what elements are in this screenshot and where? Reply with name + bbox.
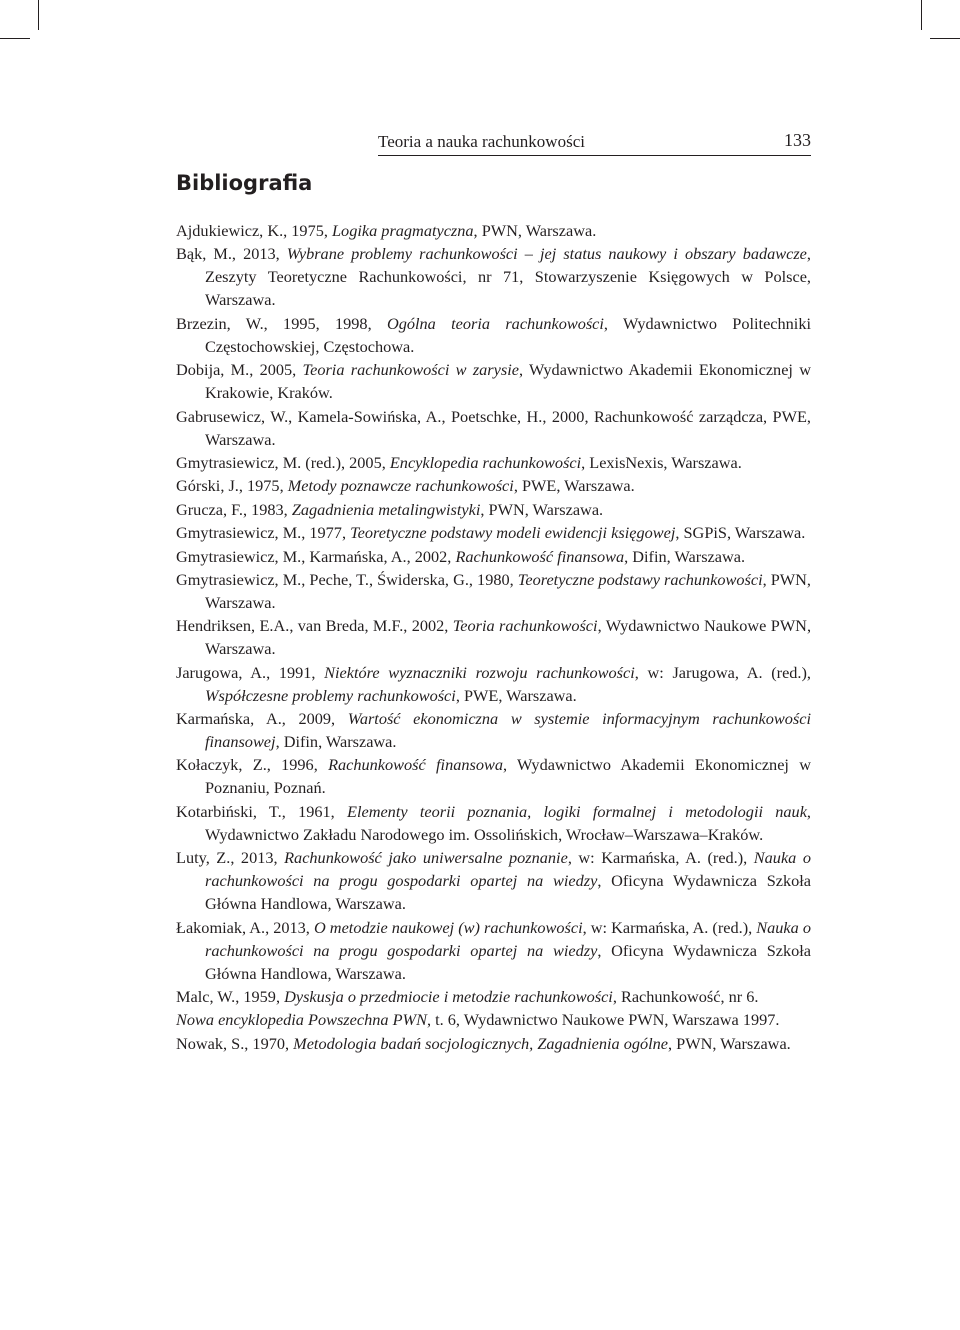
entry-title: Elementy teorii poznania, logiki formalnej i metodologii nauk [347, 801, 807, 821]
bibliography-entry [176, 451, 811, 474]
running-head [378, 130, 811, 156]
entry-text: , PWN, Warszawa. [473, 221, 597, 240]
bibliography-entry [176, 474, 811, 497]
entry-text: Bąk, M., 2013, [176, 244, 287, 264]
entry-title: Logika pragmatyczna [332, 221, 474, 240]
entry-text: Kołaczyk, Z., 1996, [176, 755, 329, 775]
entry-title: Współczesne problemy rachunkowości [205, 685, 456, 705]
entry-text: Luty, Z., 2013, [176, 848, 285, 868]
entry-text: , SGPiS, Warszawa. [675, 523, 806, 543]
entry-title: Ogólna teoria rachunkowości [386, 313, 604, 333]
entry-title: Rachunkowość finansowa [455, 546, 625, 566]
entry-title: Teoria rachunkowości w zarysie [302, 360, 519, 380]
entry-text: Hendriksen, E.A., van Breda, M.F., 2002, [176, 616, 453, 636]
entry-text: Grucza, F., 1983, [176, 499, 292, 519]
crop-mark-top-left-horizontal [0, 38, 30, 39]
bibliography-entry [176, 707, 811, 753]
entry-text: Jarugowa, A., 1991, [176, 662, 325, 682]
entry-title: Teoretyczne podstawy modeli ewidencji księgowej [350, 523, 676, 543]
entry-text: , Wydawnictwo Politechniki Częstochowskiej, Częstochowa. [205, 313, 811, 356]
entry-title: Encyklopedia rachunkowości [389, 452, 582, 472]
entry-text: , w: Jarugowa, A. (red.), [634, 662, 811, 682]
entry-text: , Difin, Warszawa. [624, 546, 746, 566]
entry-title: Niektóre wyznaczniki rozwoju rachunkowości [324, 662, 635, 682]
entry-title: Metodologia badań socjologicznych, Zagadnienia ogólne [293, 1033, 669, 1053]
entry-title: Nauka o rachunkowości na progu gospodarki opartej na wiedzy [205, 848, 811, 891]
entry-text: , Zeszyty Teoretyczne Rachunkowości, nr 71, Stowarzyszenie Księgowych w Polsce, Warszawa. [205, 244, 811, 310]
entry-title: Rachunkowość finansowa [328, 755, 503, 775]
entry-text: Malc, W., 1959, [176, 987, 285, 1007]
entry-text: Karmańska, A., 2009, [176, 709, 348, 729]
bibliography-entry [176, 545, 811, 568]
bibliography-entry [176, 498, 811, 521]
entry-text: , PWE, Warszawa. [455, 685, 577, 705]
entry-text: Górski, J., 1975, [176, 476, 288, 496]
bibliography-entry [176, 846, 811, 915]
bibliography-entry [176, 661, 811, 707]
bibliography-entry [176, 568, 811, 614]
bibliography-list [176, 219, 811, 1055]
bibliography-entry [176, 800, 811, 846]
entry-text: , w: Karmańska, A. (red.), [582, 917, 757, 937]
entry-text: , Oficyna Wydawnicza Szkoła Główna Handlowa, Warszawa. [205, 940, 812, 983]
entry-title: Nowa encyklopedia Powszechna PWN [176, 1010, 427, 1030]
entry-text: Brzezin, W., 1995, 1998, [176, 313, 387, 333]
entry-title: Teoria rachunkowości [452, 616, 598, 636]
entry-text: Nowak, S., 1970, [176, 1033, 294, 1053]
entry-text: , PWN, Warszawa. [480, 499, 604, 519]
entry-text: Gabrusewicz, W., Kamela-Sowińska, A., Poetschke, H., 2000, Rachunkowość zarządcza, PWE, Warszawa. [176, 406, 811, 449]
entry-title: Wybrane problemy rachunkowości – jej status naukowy i obszary badawcze [286, 244, 807, 264]
entry-text: Gmytrasiewicz, M., Peche, T., Świderska, G., 1980, [176, 569, 518, 589]
entry-text: , Wydawnictwo Zakładu Narodowego im. Ossolińskich, Wrocław–Warszawa–Kraków. [205, 801, 811, 844]
entry-title: Rachunkowość jako uniwersalne poznanie [284, 848, 568, 868]
bibliography-entry [176, 1008, 811, 1031]
entry-title: O metodzie naukowej (w) rachunkowości [313, 917, 583, 937]
entry-text: , Oficyna Wydawnicza Szkoła Główna Handlowa, Warszawa. [205, 871, 812, 914]
crop-mark-top-left-vertical [38, 0, 39, 30]
bibliography-entry [176, 358, 811, 404]
bibliography-entry [176, 614, 811, 660]
entry-title: Wartość ekonomiczna w systemie informacyjnym rachunkowości finansowej [205, 709, 811, 752]
entry-text: , PWE, Warszawa. [513, 476, 635, 496]
entry-text: , Wydawnictwo Akademii Ekonomicznej w Krakowie, Kraków. [205, 360, 812, 403]
bibliography-entry [176, 405, 811, 451]
header-rule [378, 155, 811, 156]
page-number: 133 [784, 130, 811, 150]
entry-text: , PWN, Warszawa. [668, 1033, 791, 1053]
entry-text: Kotarbiński, T., 1961, [176, 801, 347, 821]
entry-text: Dobija, M., 2005, [176, 360, 303, 380]
bibliography-entry [176, 753, 811, 799]
entry-text: , Difin, Warszawa. [275, 732, 397, 752]
entry-title: Zagadnienia metalingwistyki [291, 499, 481, 519]
entry-text: Gmytrasiewicz, M., Karmańska, A., 2002, [176, 546, 456, 566]
bibliography-entry [176, 521, 811, 544]
entry-text: Ajdukiewicz, K., 1975, [176, 221, 332, 240]
entry-text: Gmytrasiewicz, M., 1977, [176, 523, 351, 543]
entry-text: , w: Karmańska, A. (red.), [567, 848, 754, 868]
running-title: Teoria a nauka rachunkowości [378, 132, 585, 151]
crop-mark-top-right-vertical [921, 0, 922, 30]
bibliography-entry [176, 985, 811, 1008]
crop-mark-top-right-horizontal [930, 38, 960, 39]
entry-text: , Wydawnictwo Akademii Ekonomicznej w Poznaniu, Poznań. [205, 755, 811, 798]
entry-text: , Rachunkowość, nr 6. [612, 987, 759, 1007]
entry-title: Nauka o rachunkowości na progu gospodarki opartej na wiedzy [205, 917, 812, 960]
entry-text: Łakomiak, A., 2013, [176, 917, 314, 937]
section-title: Bibliografia [176, 171, 313, 195]
entry-text: , Wydawnictwo Naukowe PWN, Warszawa. [205, 616, 812, 659]
entry-title: Metody poznawcze rachunkowości [287, 476, 514, 496]
bibliography-entry [176, 242, 811, 311]
entry-text: , t. 6, Wydawnictwo Naukowe PWN, Warszawa 1997. [426, 1010, 780, 1030]
entry-title: Teoretyczne podstawy rachunkowości [517, 569, 763, 589]
bibliography-entry [176, 916, 811, 985]
bibliography-entry [176, 1032, 811, 1055]
entry-title: Dyskusja o przedmiocie i metodzie rachunkowości [284, 987, 613, 1007]
entry-text: , LexisNexis, Warszawa. [581, 452, 742, 472]
entry-text: Gmytrasiewicz, M. (red.), 2005, [176, 452, 390, 472]
bibliography-entry [176, 312, 811, 358]
entry-text: , PWN, Warszawa. [205, 569, 811, 612]
bibliography-entry [176, 219, 811, 242]
